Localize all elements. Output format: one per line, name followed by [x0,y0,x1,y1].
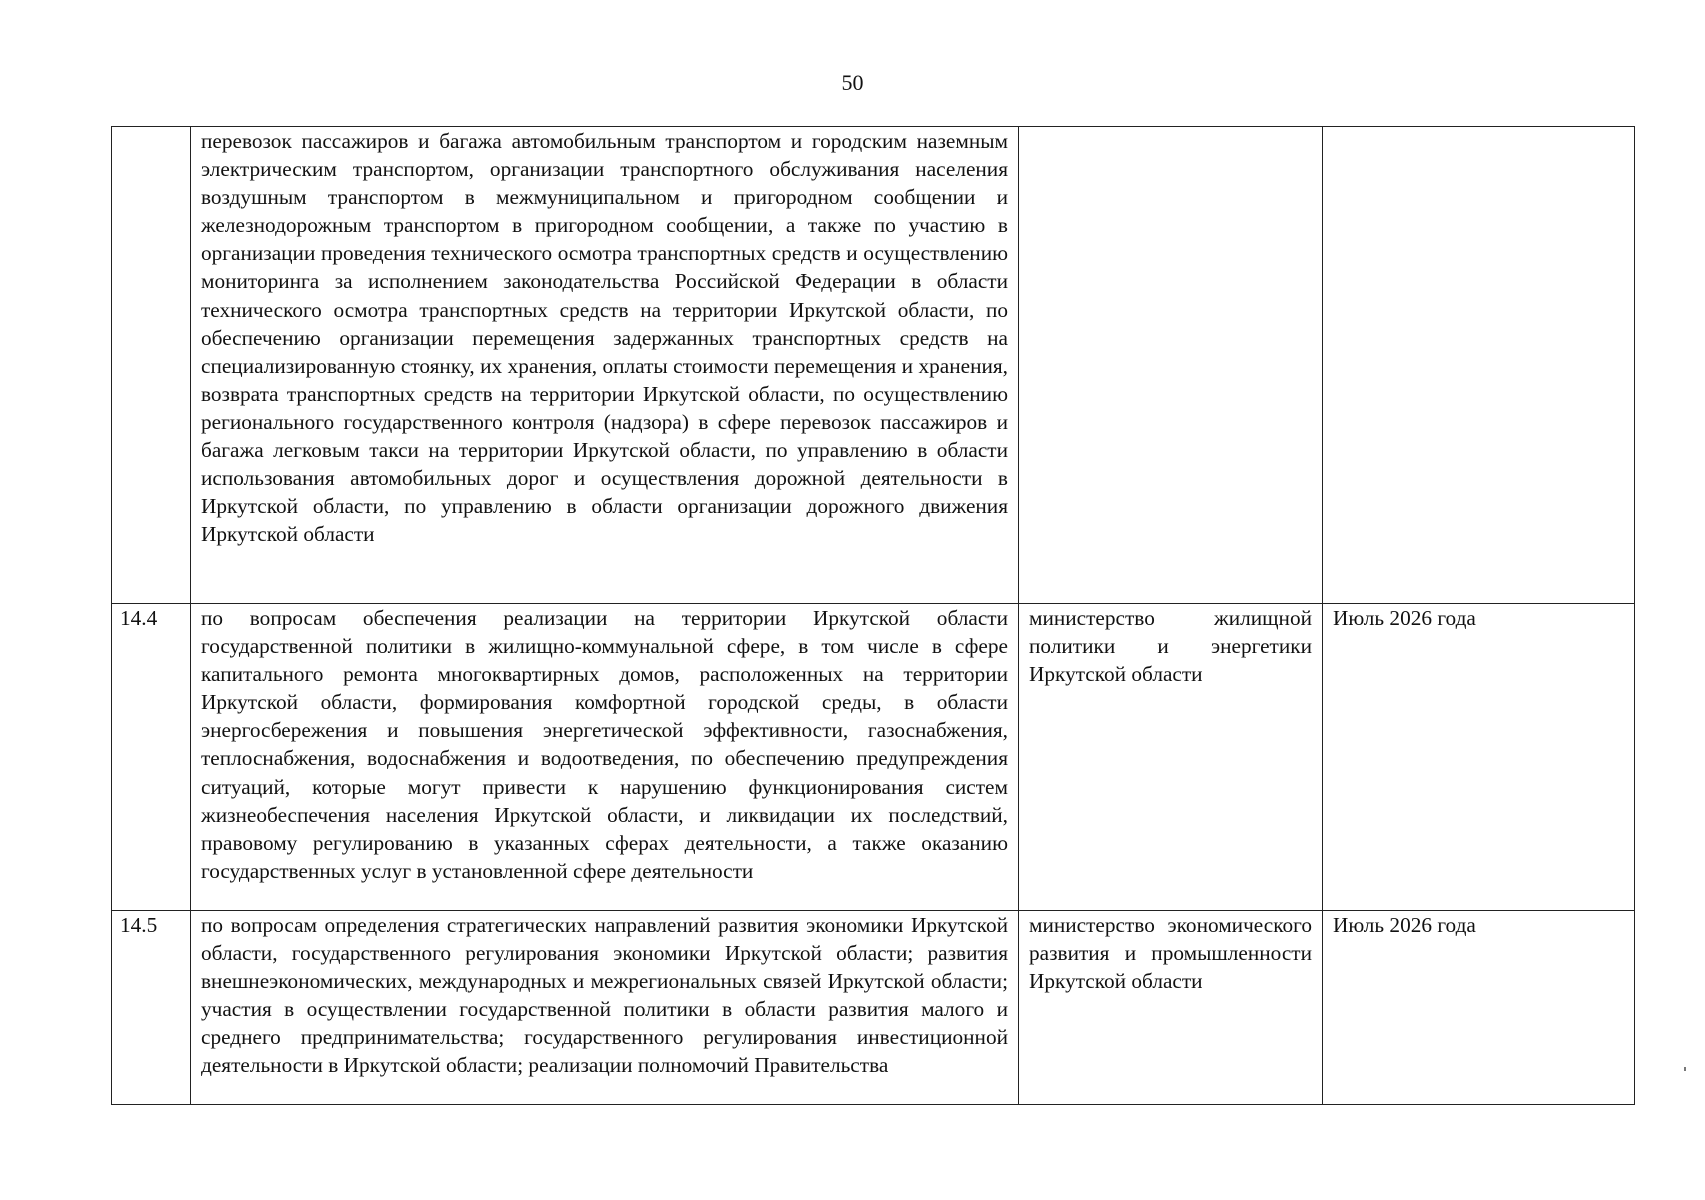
row-content-cell: по вопросам определения стратегических направлений развития экономики Иркутской области, государственного регулирования экономики Иркутской области; развития внешнеэкономических, международных и межрегиональных связей Иркутской области; участия в осуществлении государственной политики в области развития малого и среднего предпринимательства; государственного регулирования инвестиционной деятельности в Иркутской области; реализации полномочий Правительства [191,911,1019,1105]
row-number-cell: 14.5 [112,911,191,1105]
row-executor-cell: министерство жилищной политики и энергетики Иркутской области [1019,604,1323,911]
table-row [112,127,1635,604]
row-executor-cell [1019,127,1323,604]
row-deadline-cell: Июль 2026 года [1323,911,1635,1105]
table-row [112,604,1635,911]
row-number-cell [112,127,191,604]
row-deadline-cell [1323,127,1635,604]
row-number-cell: 14.4 [112,604,191,911]
row-content-cell: перевозок пассажиров и багажа автомобильным транспортом и городским наземным электрическим транспортом, организации транспортного обслуживания населения воздушным транспортом в межмуниципальном и пригородном сообщении и железнодорожным транспортом в пригородном сообщении, а также по участию в организации проведения технического осмотра транспортных средств и осуществлению мониторинга за исполнением законодательства Российской Федерации в области технического осмотра транспортных средств на территории Иркутской области, по обеспечению организации перемещения задержанных транспортных средств на специализированную стоянку, их хранения, оплаты стоимости перемещения и хранения, возврата транспортных средств на территории Иркутской области, по осуществлению регионального государственного контроля (надзора) в сфере перевозок пассажиров и багажа легковым такси на территории Иркутской области, по управлению в области использования автомобильных дорог и осуществления дорожной деятельности в Иркутской области, по управлению в области организации дорожного движения Иркутской области [191,127,1019,604]
row-executor-cell: министерство экономического развития и промышленности Иркутской области [1019,911,1323,1105]
measures-table [111,126,1635,1105]
row-deadline-cell: Июль 2026 года [1323,604,1635,911]
table-row [112,911,1635,1105]
scan-speck [1684,1067,1686,1071]
row-content-cell: по вопросам обеспечения реализации на территории Иркутской области государственной политики в жилищно-коммунальной сфере, в том числе в сфере капитального ремонта многоквартирных домов, расположенных на территории Иркутской области, формирования комфортной городской среды, в области энергосбережения и повышения энергетической эффективности, газоснабжения, теплоснабжения, водоснабжения и водоотведения, по обеспечению предупреждения ситуаций, которые могут привести к нарушению функционирования систем жизнеобеспечения населения Иркутской области, и ликвидации их последствий, правовому регулированию в указанных сферах деятельности, а также оказанию государственных услуг в установленной сфере деятельности [191,604,1019,911]
page-number: 50 [841,70,864,95]
